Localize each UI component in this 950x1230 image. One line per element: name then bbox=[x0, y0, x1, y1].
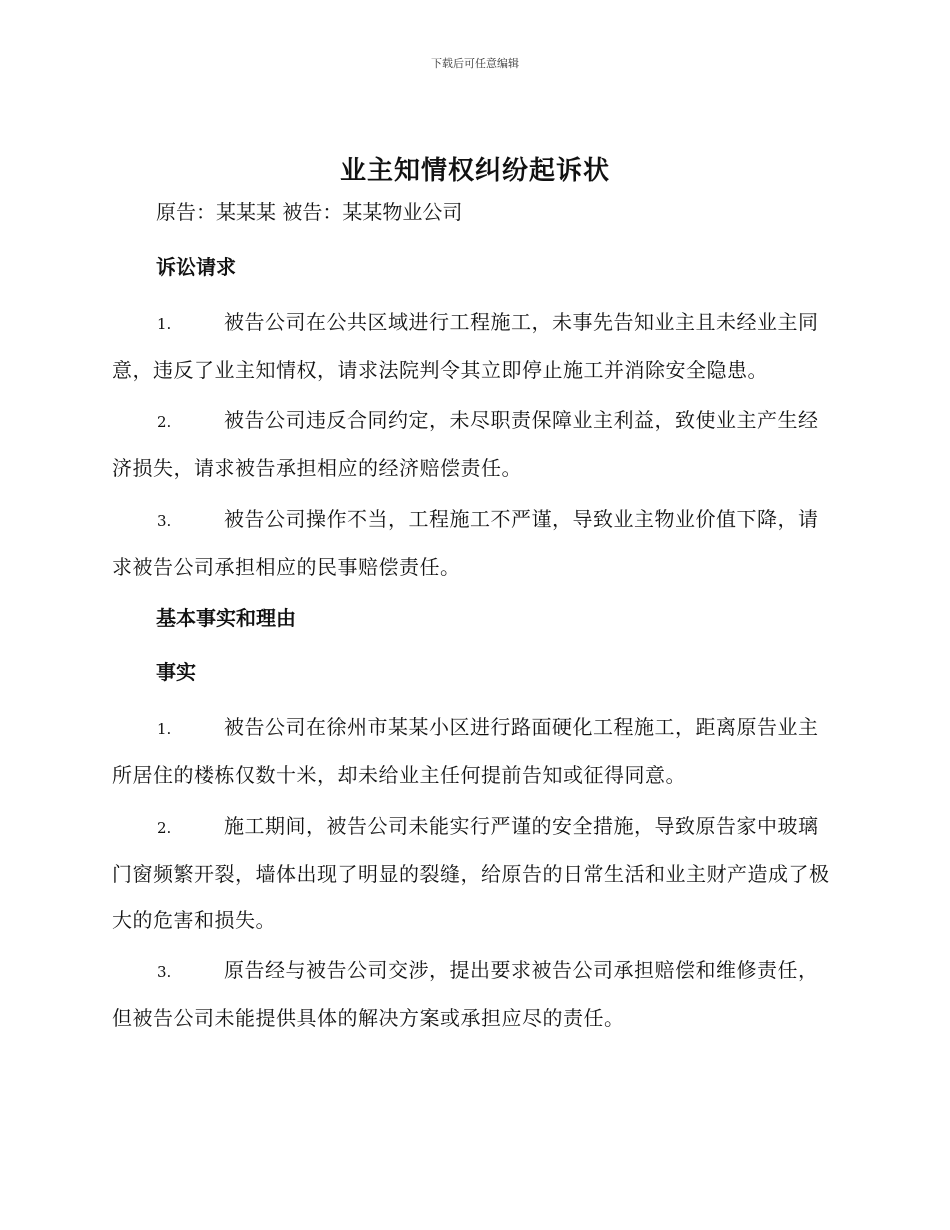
parties-line: 原告：某某某 被告：某某物业公司 bbox=[156, 200, 463, 224]
fact-item-1 bbox=[112, 704, 836, 798]
fact-item-3-number: 3. bbox=[157, 963, 172, 981]
claim-item-2-text: 被告公司违反合同约定，未尽职责保障业主利益，致使业主产生经济损失，请求被告承担相应的经济赔偿责任。 bbox=[112, 408, 819, 480]
facts-reasons-heading: 基本事实和理由 bbox=[156, 606, 296, 630]
claim-item-3-text: 被告公司操作不当，工程施工不严谨，导致业主物业价值下降，请求被告公司承担相应的民事赔偿责任。 bbox=[112, 507, 819, 579]
fact-item-2-number: 2. bbox=[157, 819, 172, 837]
fact-item-1-text: 被告公司在徐州市某某小区进行路面硬化工程施工，距离原告业主所居住的楼栋仅数十米，却未给业主任何提前告知或征得同意。 bbox=[112, 715, 819, 787]
fact-item-2-text: 施工期间，被告公司未能实行严谨的安全措施，导致原告家中玻璃门窗频繁开裂，墙体出现了明显的裂缝，给原告的日常生活和业主财产造成了极大的危害和损失。 bbox=[112, 814, 830, 932]
fact-item-1-number: 1. bbox=[157, 720, 172, 738]
header-note: 下载后可任意编辑 bbox=[431, 57, 519, 70]
claims-heading: 诉讼请求 bbox=[156, 255, 236, 279]
claim-item-2 bbox=[112, 397, 836, 491]
claim-item-3-number: 3. bbox=[157, 512, 172, 530]
fact-item-3 bbox=[112, 947, 836, 1041]
claim-item-3 bbox=[112, 496, 836, 590]
document-title: 业主知情权纠纷起诉状 bbox=[339, 156, 610, 186]
fact-item-3-text: 原告经与被告公司交涉，提出要求被告公司承担赔偿和维修责任，但被告公司未能提供具体的解决方案或承担应尽的责任。 bbox=[112, 958, 819, 1030]
claim-item-1-text: 被告公司在公共区域进行工程施工，未事先告知业主且未经业主同意，违反了业主知情权，请求法院判令其立即停止施工并消除安全隐患。 bbox=[112, 310, 819, 382]
claim-item-1-number: 1. bbox=[157, 315, 172, 333]
claim-item-2-number: 2. bbox=[157, 413, 172, 431]
facts-heading: 事实 bbox=[156, 660, 196, 684]
claim-item-1 bbox=[112, 299, 836, 393]
fact-item-2 bbox=[112, 803, 836, 943]
